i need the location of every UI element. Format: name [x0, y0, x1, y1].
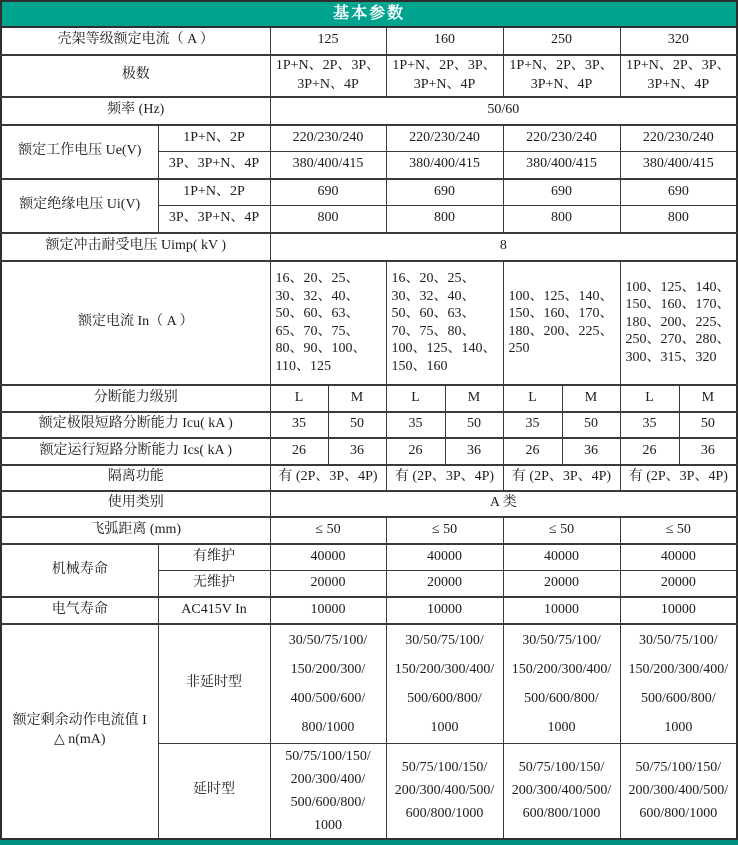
value-cell: 800	[270, 206, 386, 233]
param-label: 频率 (Hz)	[1, 97, 270, 125]
value-cell: 26	[386, 438, 445, 465]
param-label: 电气寿命	[1, 597, 158, 624]
row-elec-life	[1, 597, 737, 624]
value-cell: 380/400/415	[386, 152, 503, 179]
row-category	[1, 491, 737, 517]
param-sub-label: 延时型	[158, 743, 270, 839]
value-cell: 50	[679, 412, 737, 438]
value-cell: ≤ 50	[503, 517, 620, 544]
value-cell: 26	[620, 438, 679, 465]
value-cell: L	[386, 385, 445, 412]
param-label: 壳架等级额定电流（ A ）	[1, 27, 270, 55]
value-cell: 220/230/240	[503, 125, 620, 152]
param-sub-label: 无维护	[158, 571, 270, 597]
value-cell: 16、20、25、30、32、40、50、60、63、70、75、80、100、125、140、150、160	[386, 261, 503, 385]
value-cell: 35	[620, 412, 679, 438]
value-cell: 1P+N、2P、3P、3P+N、4P	[270, 55, 386, 97]
bottom-accent-bar	[0, 840, 738, 845]
value-cell: 100、125、140、150、160、170、180、200、225、250、270、280、300、315、320	[620, 261, 737, 385]
value-cell: 30/​50/​75/​100/​150/​200/​300/​400/​500/​600/​800/​1000	[620, 624, 737, 744]
row-ue-1	[1, 125, 737, 152]
row-icu	[1, 412, 737, 438]
param-sub-label: 3P、3P+N、4P	[158, 206, 270, 233]
value-cell: 10000	[620, 597, 737, 624]
param-label: 分断能力级别	[1, 385, 270, 412]
row-breaking-level	[1, 385, 737, 412]
param-label: 隔离功能	[1, 465, 270, 491]
row-poles	[1, 55, 737, 97]
param-label: 额定电流 In（ A ）	[1, 261, 270, 385]
value-cell: 380/400/415	[270, 152, 386, 179]
row-ui-1	[1, 179, 737, 206]
param-label: 额定极限短路分断能力 Icu( kA )	[1, 412, 270, 438]
value-cell: 36	[328, 438, 386, 465]
value-cell: L	[270, 385, 328, 412]
value-cell: 36	[562, 438, 620, 465]
value-cell: 220/230/240	[620, 125, 737, 152]
value-cell: A 类	[270, 491, 737, 517]
row-uimp	[1, 233, 737, 261]
param-label: 额定绝缘电压 Ui(V)	[1, 179, 158, 233]
value-cell: 1P+N、2P、3P、3P+N、4P	[386, 55, 503, 97]
table-title: 基本参数	[1, 1, 737, 27]
param-sub-label: 非延时型	[158, 624, 270, 744]
value-cell: 800	[386, 206, 503, 233]
param-label: 额定冲击耐受电压 Uimp( kV )	[1, 233, 270, 261]
value-cell: 800	[620, 206, 737, 233]
value-cell: 50	[328, 412, 386, 438]
value-cell: 380/400/415	[620, 152, 737, 179]
value-cell: 10000	[386, 597, 503, 624]
value-cell: 有 (2P、3P、4P)	[386, 465, 503, 491]
value-cell: 690	[620, 179, 737, 206]
value-cell: 690	[503, 179, 620, 206]
value-cell: 220/230/240	[386, 125, 503, 152]
value-cell: 100、125、140、150、160、170、180、200、225、250	[503, 261, 620, 385]
value-cell: 有 (2P、3P、4P)	[270, 465, 386, 491]
param-label: 额定剩余动作电流值 I △ n(mA)	[1, 624, 158, 839]
value-cell: 800	[503, 206, 620, 233]
value-cell: 250	[503, 27, 620, 55]
value-cell: M	[328, 385, 386, 412]
value-cell: 690	[386, 179, 503, 206]
param-sub-label: 1P+N、2P	[158, 125, 270, 152]
value-cell: 40000	[620, 544, 737, 571]
value-cell: 125	[270, 27, 386, 55]
value-cell: 36	[445, 438, 503, 465]
value-cell: 36	[679, 438, 737, 465]
value-cell: M	[445, 385, 503, 412]
value-cell: M	[562, 385, 620, 412]
row-mech-life-1	[1, 544, 737, 571]
value-cell: 1P+N、2P、3P、3P+N、4P	[620, 55, 737, 97]
value-cell: 20000	[270, 571, 386, 597]
row-rated-current	[1, 261, 737, 385]
param-label: 使用类别	[1, 491, 270, 517]
value-cell: 有 (2P、3P、4P)	[620, 465, 737, 491]
value-cell: 50	[562, 412, 620, 438]
row-residual-nondelay	[1, 624, 737, 744]
value-cell: 8	[270, 233, 737, 261]
param-label: 额定工作电压 Ue(V)	[1, 125, 158, 179]
row-arc-distance	[1, 517, 737, 544]
value-cell: M	[679, 385, 737, 412]
row-frequency	[1, 97, 737, 125]
param-sub-label: 3P、3P+N、4P	[158, 152, 270, 179]
value-cell: L	[620, 385, 679, 412]
param-label: 额定运行短路分断能力 Ics( kA )	[1, 438, 270, 465]
header-row	[1, 1, 737, 27]
value-cell: 35	[386, 412, 445, 438]
value-cell: 35	[270, 412, 328, 438]
value-cell: 50/​75/​100/​150/​200/​300/​400/​500/​600/​800/​1000	[270, 743, 386, 839]
value-cell: 50/​75/​100/​150/​200/​300/​400/​500/​600/​800/​1000	[386, 743, 503, 839]
value-cell: 10000	[503, 597, 620, 624]
value-cell: 20000	[386, 571, 503, 597]
value-cell: 30/​50/​75/​100/​150/​200/​300/​400/​500/​600/​800/​1000	[386, 624, 503, 744]
value-cell: L	[503, 385, 562, 412]
value-cell: 20000	[503, 571, 620, 597]
value-cell: 220/230/240	[270, 125, 386, 152]
value-cell: 26	[503, 438, 562, 465]
value-cell: ≤ 50	[386, 517, 503, 544]
value-cell: 1P+N、2P、3P、3P+N、4P	[503, 55, 620, 97]
value-cell: 40000	[503, 544, 620, 571]
value-cell: 50/​75/​100/​150/​200/​300/​400/​500/​600/​800/​1000	[620, 743, 737, 839]
value-cell: 320	[620, 27, 737, 55]
value-cell: 20000	[620, 571, 737, 597]
param-sub-label: 1P+N、2P	[158, 179, 270, 206]
value-cell: 30/​50/​75/​100/​150/​200/​300/​400/​500/​600/​800/​1000	[503, 624, 620, 744]
value-cell: 50/​75/​100/​150/​200/​300/​400/​500/​600/​800/​1000	[503, 743, 620, 839]
param-label: 机械寿命	[1, 544, 158, 597]
value-cell: 10000	[270, 597, 386, 624]
row-frame-current	[1, 27, 737, 55]
value-cell: 40000	[270, 544, 386, 571]
param-label: 飞弧距离 (mm)	[1, 517, 270, 544]
value-cell: 35	[503, 412, 562, 438]
value-cell: 有 (2P、3P、4P)	[503, 465, 620, 491]
value-cell: 690	[270, 179, 386, 206]
value-cell: ≤ 50	[270, 517, 386, 544]
value-cell: 50/60	[270, 97, 737, 125]
value-cell: 40000	[386, 544, 503, 571]
value-cell: 30/​50/​75/​100/​150/​200/​300/​400/​500/​600/​800/​1000	[270, 624, 386, 744]
value-cell: ≤ 50	[620, 517, 737, 544]
value-cell: 26	[270, 438, 328, 465]
param-sub-label: AC415V In	[158, 597, 270, 624]
value-cell: 380/400/415	[503, 152, 620, 179]
param-sub-label: 有维护	[158, 544, 270, 571]
row-isolation	[1, 465, 737, 491]
value-cell: 160	[386, 27, 503, 55]
param-label: 极数	[1, 55, 270, 97]
row-ics	[1, 438, 737, 465]
value-cell: 16、20、25、30、32、40、50、60、63、65、70、75、80、90、100、110、125	[270, 261, 386, 385]
value-cell: 50	[445, 412, 503, 438]
